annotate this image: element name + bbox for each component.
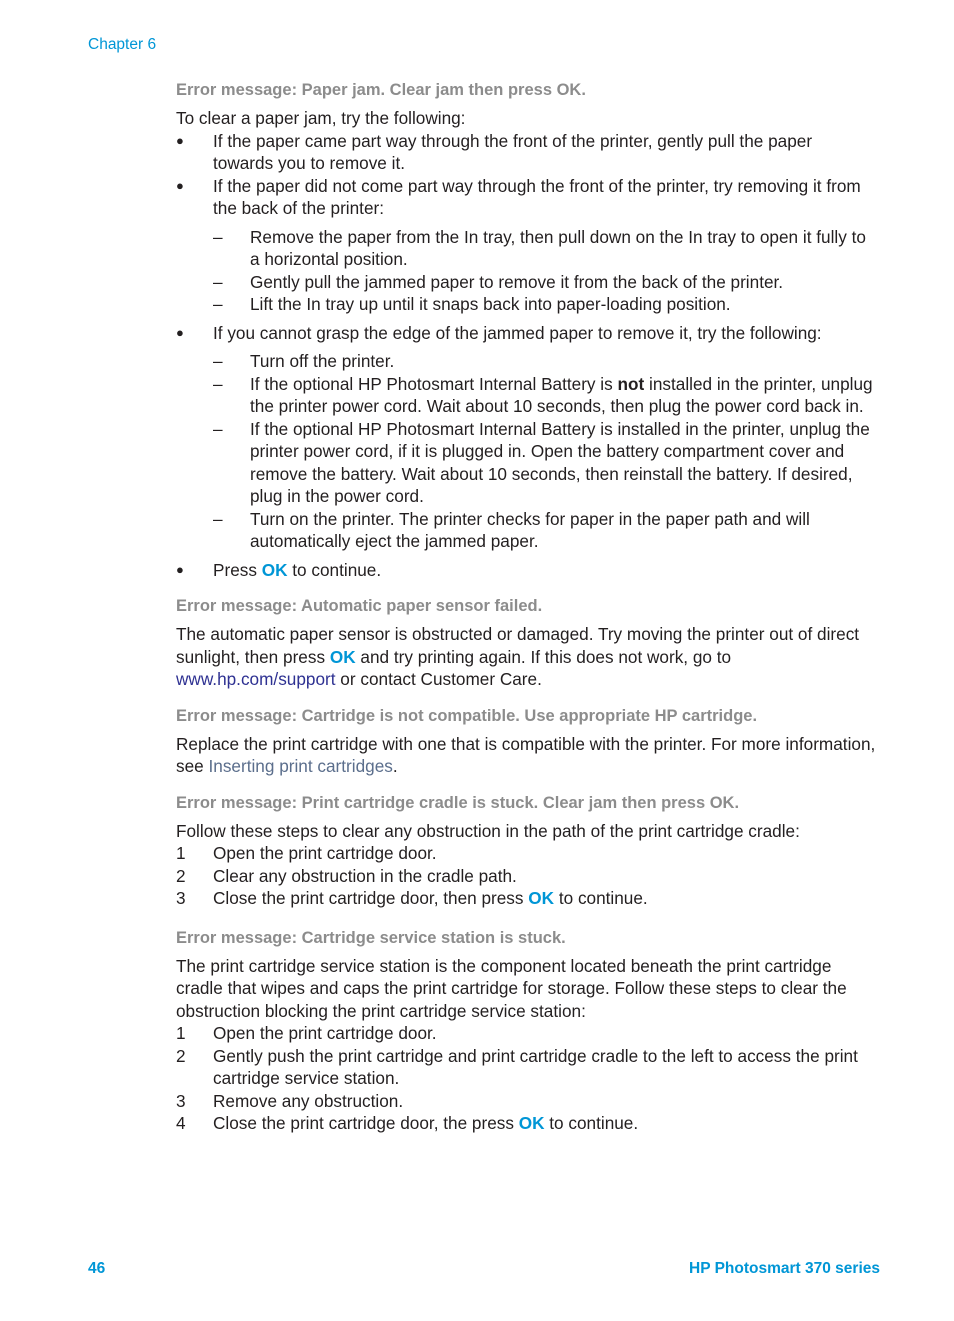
step-number: 1 [176,843,186,863]
numbered-list [176,1022,876,1135]
support-link[interactable]: www.hp.com/support [176,669,336,689]
section-heading-service-station: Error message: Cartridge service station is stuck. [176,928,566,947]
page-content [176,79,876,1135]
sub-list-item: – Remove the paper from the In tray, then pull down on the In tray to open it fully to a horizontal position. [213,226,866,269]
paragraph: The print cartridge service station is the component located beneath the print cartridge cradle that wipes and caps the print cartridge for storage. Follow these steps to clear the obstruction blocking the print cartridge service station: [176,955,847,1021]
bullet-marker: ● [176,132,184,148]
paragraph: The automatic paper sensor is obstructed or damaged. Try moving the printer out of direct sunlight, then press OK and try printing again. If this does not work, go to www.hp.com/support or contact Customer Care. [176,624,860,689]
list-item: ● If you cannot grasp the edge of the jammed paper to remove it, try the following: – Turn off the printer. – If the optional HP Photosmart Internal Battery is not installed in the printer, unplug the printer power cord. Wait about 10 seconds, then plug the power cord back in. – If the optional HP Photosmart Internal Battery is installed in the printer, unplug the printer power cord, if it is plugged in. Open the battery compartment cover and remove the battery. Wait about 10 seconds, then reinstall the battery. If desired, plug in the power cord. – Turn on the printer. The printer checks for paper in the paper path and will automatically eject the jammed paper. [176,322,876,553]
dash-marker: – [213,373,223,394]
page-number: 46 [88,1260,106,1277]
sub-list-item: – Lift the In tray up until it snaps back into paper-loading position. [213,294,731,314]
list-item: ● If the paper did not come part way through the front of the printer, try removing it from the back of the printer: – Remove the paper from the In tray, then pull down on the In tray to open it fully to a horizontal position. – Gently pull the jammed paper to remove it from the back of the printer. – Lift the In tray up until it snaps back into paper-loading position. [176,175,876,316]
list-item: 1 Open the print cartridge door. [176,843,437,863]
list-item: 4 Close the print cartridge door, the press OK to continue. [176,1113,639,1133]
numbered-list [176,842,876,910]
inserting-cartridges-link[interactable]: Inserting print cartridges [208,756,393,776]
list-item: ● Press OK to continue. [176,559,382,580]
dash-marker: – [213,226,223,247]
ok-button-label: OK [528,888,555,908]
step-number: 4 [176,1113,186,1133]
emphasis-not: not [617,373,645,394]
list-item: 1 Open the print cartridge door. [176,1023,437,1043]
bullet-list [176,130,876,582]
sub-list-item: – If the optional HP Photosmart Internal Battery is installed in the printer, unplug the printer power cord, if it is plugged in. Open the battery compartment cover and remove the battery. Wait about 10 seconds, then reinstall the battery. If desired, plug in the power cord. [213,418,870,506]
ok-button-label: OK [518,1113,545,1133]
dash-marker: – [213,508,223,529]
paragraph: To clear a paper jam, try the following: [176,108,466,128]
bullet-marker: ● [176,561,184,577]
step-number: 3 [176,1090,186,1111]
step-number: 2 [176,865,186,886]
paragraph: Replace the print cartridge with one that is compatible with the printer. For more information, see Inserting print cartridges. [176,733,876,776]
section-heading-cartridge-incompatible: Error message: Cartridge is not compatible. Use appropriate HP cartridge. [176,706,758,725]
step-number: 1 [176,1023,186,1043]
ok-button-label: OK [261,559,288,580]
paragraph: Follow these steps to clear any obstruction in the path of the print cartridge cradle: [176,820,800,841]
sub-list [213,226,876,316]
dash-marker: – [213,294,223,314]
sub-list-item: – Gently pull the jammed paper to remove it from the back of the printer. [213,271,784,292]
dash-marker: – [213,271,223,292]
chapter-label: Chapter 6 [88,36,157,53]
sub-list [213,350,876,553]
list-item: 2 Clear any obstruction in the cradle path. [176,865,517,886]
list-item: 2 Gently push the print cartridge and print cartridge cradle to the left to access the print cartridge service station. [176,1045,858,1088]
list-item: ● If the paper came part way through the front of the printer, gently pull the paper towards you to remove it. [176,130,813,173]
dash-marker: – [213,351,223,371]
dash-marker: – [213,418,223,439]
ok-button-label: OK [329,646,356,667]
section-heading-paper-sensor: Error message: Automatic paper sensor failed. [176,597,543,615]
sub-list-item: – If the optional HP Photosmart Internal Battery is not installed in the printer, unplug the printer power cord. Wait about 10 seconds, then plug the power cord back in. [213,373,873,416]
step-number: 3 [176,888,186,908]
bullet-marker: ● [176,177,184,193]
section-heading-cradle-stuck: Error message: Print cartridge cradle is stuck. Clear jam then press OK. [176,793,740,812]
sub-list-item: – Turn on the printer. The printer checks for paper in the paper path and will automatically eject the jammed paper. [213,508,810,551]
product-name: HP Photosmart 370 series [689,1260,880,1277]
list-item: 3 Remove any obstruction. [176,1090,404,1111]
sub-list-item: – Turn off the printer. [213,351,395,371]
list-item: 3 Close the print cartridge door, then press OK to continue. [176,888,648,908]
step-number: 2 [176,1045,186,1066]
section-heading-paper-jam: Error message: Paper jam. Clear jam then press OK. [176,81,586,99]
bullet-marker: ● [176,324,184,340]
